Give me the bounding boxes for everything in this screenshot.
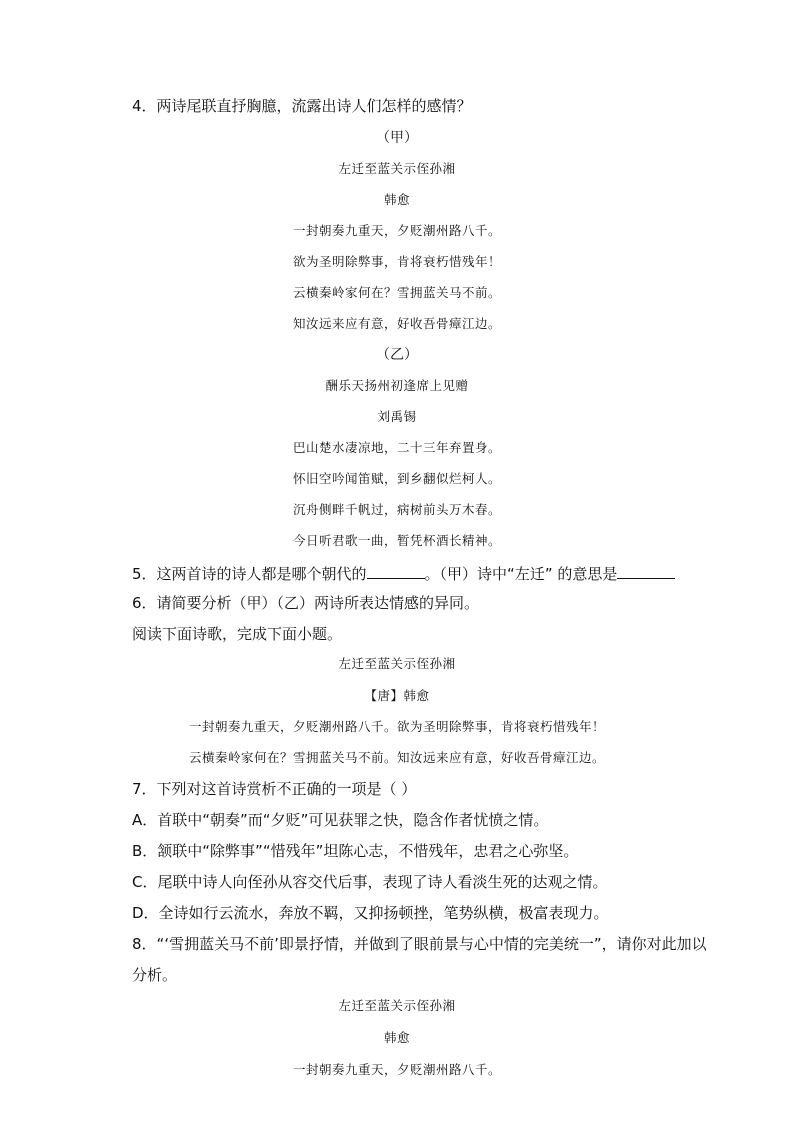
- tail-poem-title: 左迁至蓝关示侄孙湘: [338, 998, 456, 1013]
- question-7: 7．下列对这首诗赏析不正确的一项是（ ）: [132, 780, 417, 798]
- option-c: C．尾联中诗人向侄孙从容交代后事，表现了诗人看淡生死的达观之情。: [132, 873, 608, 891]
- poem-b-line-2: 怀旧空吟闻笛赋，到乡翻似烂柯人。: [292, 471, 501, 486]
- answer-blank-meaning[interactable]: [617, 565, 675, 579]
- poem-b-title: 酬乐天扬州初逢席上见赠: [325, 378, 469, 393]
- question-6: 6．请简要分析（甲）（乙）两诗所表达情感的异同。: [132, 594, 480, 612]
- question-5-part-1: 5．这两首诗的诗人都是哪个朝代的: [132, 565, 367, 583]
- reading-intro: 阅读下面诗歌，完成下面小题。: [132, 625, 343, 643]
- poem-b-label: （乙）: [376, 347, 418, 363]
- reading-poem-line-2: 云横秦岭家何在？雪拥蓝关马不前。知汝远来应有意，好收吾骨瘴江边。: [188, 750, 605, 765]
- poem-b-line-3: 沉舟侧畔千帆过，病树前头万木春。: [292, 502, 501, 517]
- poem-a-title: 左迁至蓝关示侄孙湘: [338, 161, 456, 176]
- poem-b-line-1: 巴山楚水凄凉地，二十三年弃置身。: [292, 440, 501, 455]
- poem-a-label: （甲）: [376, 130, 418, 146]
- poem-a-author: 韩愈: [383, 192, 410, 207]
- tail-poem-author: 韩愈: [383, 1030, 410, 1045]
- poem-a-line-2: 欲为圣明除弊事，肯将衰朽惜残年！: [292, 254, 501, 269]
- question-5-part-2: 。（甲）诗中“左迁” 的意思是: [424, 565, 618, 583]
- reading-poem-title: 左迁至蓝关示侄孙湘: [338, 656, 456, 671]
- question-5: [132, 565, 675, 582]
- reading-poem-author: 【唐】韩愈: [364, 688, 430, 703]
- answer-blank-dynasty[interactable]: [367, 565, 425, 579]
- question-4: 4．两诗尾联直抒胸臆，流露出诗人们怎样的感情？: [132, 97, 472, 115]
- question-8-line-2: 分析。: [132, 966, 178, 984]
- reading-poem-line-1: 一封朝奏九重天，夕贬潮州路八千。欲为圣明除弊事，肯将衰朽惜残年！: [188, 719, 605, 734]
- poem-a-line-4: 知汝远来应有意，好收吾骨瘴江边。: [292, 316, 501, 331]
- poem-b-author: 刘禹锡: [377, 409, 417, 424]
- poem-a-line-1: 一封朝奏九重天，夕贬潮州路八千。: [292, 223, 501, 238]
- option-d: D．全诗如行云流水，奔放不羁，又抑扬顿挫，笔势纵横，极富表现力。: [132, 904, 609, 922]
- tail-poem-line-1: 一封朝奏九重天，夕贬潮州路八千。: [292, 1062, 501, 1077]
- option-b: B．颔联中“除弊事”“惜残年”坦陈心志，不惜残年，忠君之心弥坚。: [132, 842, 579, 860]
- option-a: A．首联中“朝奏”而“夕贬”可见获罪之快，隐含作者忧愤之情。: [132, 811, 549, 829]
- question-8-line-1: 8．“‘雪拥蓝关马不前’即景抒情，并做到了眼前景与心中情的完美统一”，请你对此加以: [132, 935, 707, 953]
- poem-b-line-4: 今日听君歌一曲，暂凭杯酒长精神。: [292, 533, 501, 548]
- poem-a-line-3: 云横秦岭家何在？雪拥蓝关马不前。: [292, 285, 501, 300]
